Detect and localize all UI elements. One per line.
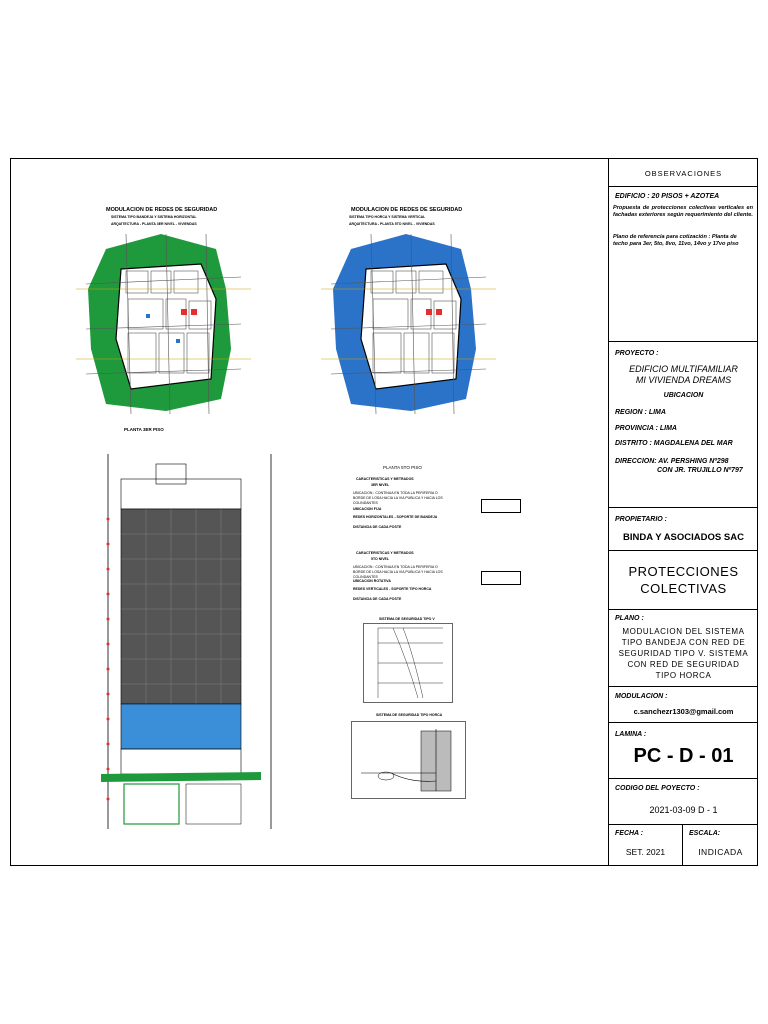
plan-left-caption: PLANTA 3ER PISO: [124, 427, 164, 432]
plan-left-sub2: ARQUITECTURA - PLANTA 3ER NIVEL - VIVIENDAS: [111, 222, 197, 226]
floor-plan-blue: [311, 229, 506, 419]
plano-line4: CON RED DE SEGURIDAD: [627, 660, 740, 669]
distrito: DISTRITO : MAGDALENA DEL MAR: [615, 440, 733, 447]
tema-line1: PROTECCIONES: [628, 564, 739, 579]
block1-line2: UBICACION FIJA: [353, 507, 382, 511]
block2-line1: UBICACION : CONTINUA EN TODA LA PERIFERIA O BORDE DE LOSA HACIA LA VIA PUBLICA Y HACIA LOS COLINDANTES: [353, 565, 443, 579]
observaciones-heading: OBSERVACIONES: [644, 169, 723, 178]
plan-right-sub1: SISTEMA TIPO HORCA Y SISTEMA VERTICAL: [349, 215, 426, 219]
detail-v-drawing: [363, 623, 453, 703]
plano-label: PLANO :: [615, 615, 644, 622]
propietario-label: PROPIETARIO :: [615, 516, 667, 523]
block1-sub: 3ER NIVEL: [371, 483, 390, 487]
proyecto-label: PROYECTO :: [615, 350, 659, 357]
plan-left-title: MODULACION DE REDES DE SEGURIDAD: [106, 207, 218, 213]
ubicacion-label: UBICACION: [663, 392, 704, 399]
net-tray-green: [101, 772, 261, 782]
building-elevation: [96, 454, 276, 834]
direccion-line2: CON JR. TRUJILLO Nº797: [657, 467, 743, 474]
detail-horca-drawing: [351, 721, 466, 799]
plano-line1: MODULACION DEL SISTEMA: [622, 627, 745, 636]
modulacion-label: MODULACION :: [615, 693, 668, 700]
block1-line3: REDES HORIZONTALES - SOPORTE DE BANDEJA: [353, 515, 438, 519]
block2-sub: 5TO NIVEL: [371, 557, 390, 561]
plan-right-title: MODULACION DE REDES DE SEGURIDAD: [351, 207, 463, 213]
plan-left-sub1: SISTEMA TIPO BANDEJA Y SISTEMA HORIZONTAL: [111, 215, 197, 219]
lamina-code: PC - D - 01: [633, 745, 734, 767]
observation-2: Plano de referencia para cotización : Planta de techo para 3er, 5to, 8vo, 11vo, 14vo y 17vo piso: [613, 234, 739, 247]
plano-line3: SEGURIDAD TIPO V. SISTEMA: [618, 649, 749, 658]
observation-1: Propuesta de protecciones colectivas verticales en fachadas exteriores según requerimiento del cliente.: [613, 205, 753, 218]
escala-label: ESCALA:: [689, 830, 721, 837]
fecha-label: FECHA :: [615, 830, 644, 837]
detail-v-title: SISTEMA DE SEGURIDAD TIPO V: [379, 617, 435, 621]
block2-title: CARACTERISTICAS Y METRADOS: [356, 551, 414, 555]
block2-line2: UBICACION ROTATIVA: [353, 579, 391, 583]
drawing-sheet: [10, 158, 758, 866]
block1-title: CARACTERISTICAS Y METRADOS: [356, 477, 414, 481]
floor-plan-green: [66, 229, 261, 419]
block2-line4: DISTANCIA DE CADA POSTE: [353, 597, 402, 601]
proyecto-line2: MI VIVIENDA DREAMS: [635, 375, 732, 385]
fecha-value: SET. 2021: [625, 847, 666, 857]
codigo-value: 2021-03-09 D - 1: [649, 805, 718, 815]
codigo-label: CODIGO DEL POYECTO :: [615, 785, 700, 792]
direccion-line1: DIRECCION: AV. PERSHING Nº298: [615, 458, 729, 465]
proyecto-line1: EDIFICIO MULTIFAMILIAR: [629, 364, 738, 374]
table-1: [481, 499, 521, 513]
tema-line2: COLECTIVAS: [640, 581, 727, 596]
detail-horca-title: SISTEMA DE SEGURIDAD TIPO HORCA: [376, 713, 443, 717]
plan-right-sub2: ARQUITECTURA - PLANTA 5TO NIVEL - VIVIENDAS: [349, 222, 435, 226]
region: REGION : LIMA: [615, 409, 666, 416]
divider: [682, 825, 683, 865]
table-2: [481, 571, 521, 585]
net-mesh-dark: [121, 509, 241, 704]
edificio-label: EDIFICIO : 20 PISOS + AZOTEA: [615, 193, 720, 200]
escala-value: INDICADA: [698, 847, 743, 857]
net-mesh-blue: [121, 704, 241, 749]
drawing-area: [11, 159, 606, 865]
propietario: BINDA Y ASOCIADOS SAC: [623, 532, 744, 543]
block1-line4: DISTANCIA DE CADA POSTE: [353, 525, 402, 529]
provincia: PROVINCIA : LIMA: [615, 425, 677, 432]
modulacion-email: c.sanchezr1303@gmail.com: [633, 707, 734, 716]
lamina-label: LAMINA :: [615, 731, 647, 738]
title-block: [608, 159, 758, 865]
plano-line5: TIPO HORCA: [655, 671, 712, 680]
block2-line3: REDES VERTICALES - SOPORTE TIPO HORCA: [353, 587, 432, 591]
plano-line2: TIPO BANDEJA CON RED DE: [621, 638, 746, 647]
notes-caption: PLANTA 5TO PISO: [383, 465, 422, 470]
block1-line1: UBICACION : CONTINUA EN TODA LA PERIFERIA O BORDE DE LOSA HACIA LA VIA PUBLICA Y HACIA LOS COLINDANTES: [353, 491, 443, 505]
